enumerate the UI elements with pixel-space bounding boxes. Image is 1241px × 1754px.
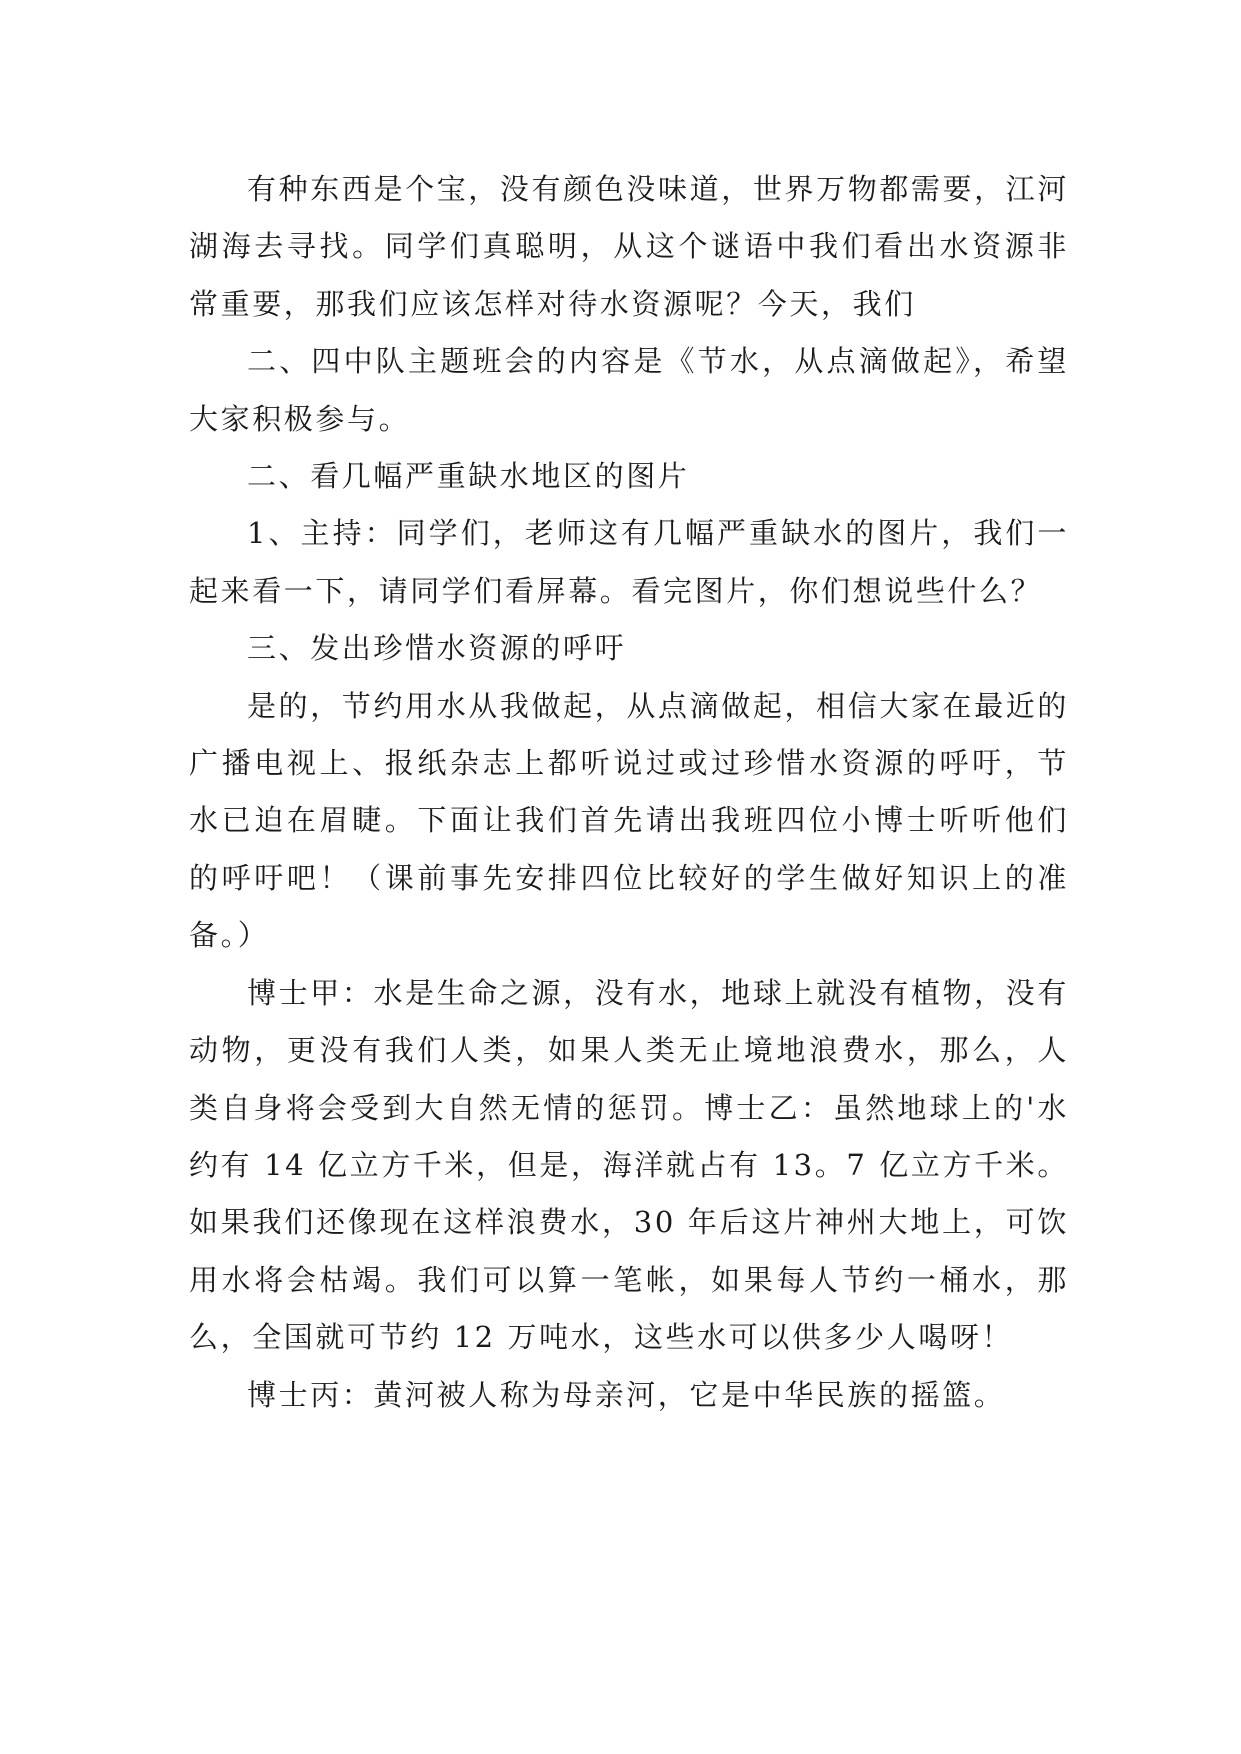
- paragraph-appeal: 是的，节约用水从我做起，从点滴做起，相信大家在最近的广播电视上、报纸杂志上都听说过或过珍惜水资源的呼吁，节水已迫在眉睫。下面让我们首先请出我班四位小博士听听他们的呼吁吧！（课前事先安排四位比较好的学生做好知识上的准备。）: [189, 688, 1069, 953]
- paragraph-host: 1、主持：同学们，老师这有几幅严重缺水的图片，我们一起来看一下，请同学们看屏幕。看完图片，你们想说些什么？: [189, 516, 1069, 608]
- paragraph-doctor-a-b: 博士甲：水是生命之源，没有水，地球上就没有植物，没有动物，更没有我们人类，如果人类无止境地浪费水，那么，人类自身将会受到大自然无情的惩罚。博士乙：虽然地球上的'水约有 14 亿立方千米，但是，海洋就占有 13。7 亿立方千米。如果我们还像现在这样浪费水，30 年后这片神州大地上，可饮用水将会枯竭。我们可以算一笔帐，如果每人节约一桶水，那么，全国就可节约 12 万吨水，这些水可以供多少人喝呀！: [189, 975, 1069, 1355]
- paragraph-doctor-c: 博士丙：黄河被人称为母亲河，它是中华民族的摇篮。: [247, 1377, 1006, 1412]
- section-heading-pictures: 二、看几幅严重缺水地区的图片: [247, 459, 690, 494]
- paragraph-riddle: 有种东西是个宝，没有颜色没味道，世界万物都需要，江河湖海去寻找。同学们真聪明，从这个谜语中我们看出水资源非常重要，那我们应该怎样对待水资源呢？今天，我们: [189, 172, 1069, 321]
- document-body: [189, 161, 1069, 1424]
- paragraph-theme: 二、四中队主题班会的内容是《节水，从点滴做起》，希望大家积极参与。: [189, 344, 1069, 436]
- section-heading-appeal: 三、发出珍惜水资源的呼吁: [247, 631, 627, 666]
